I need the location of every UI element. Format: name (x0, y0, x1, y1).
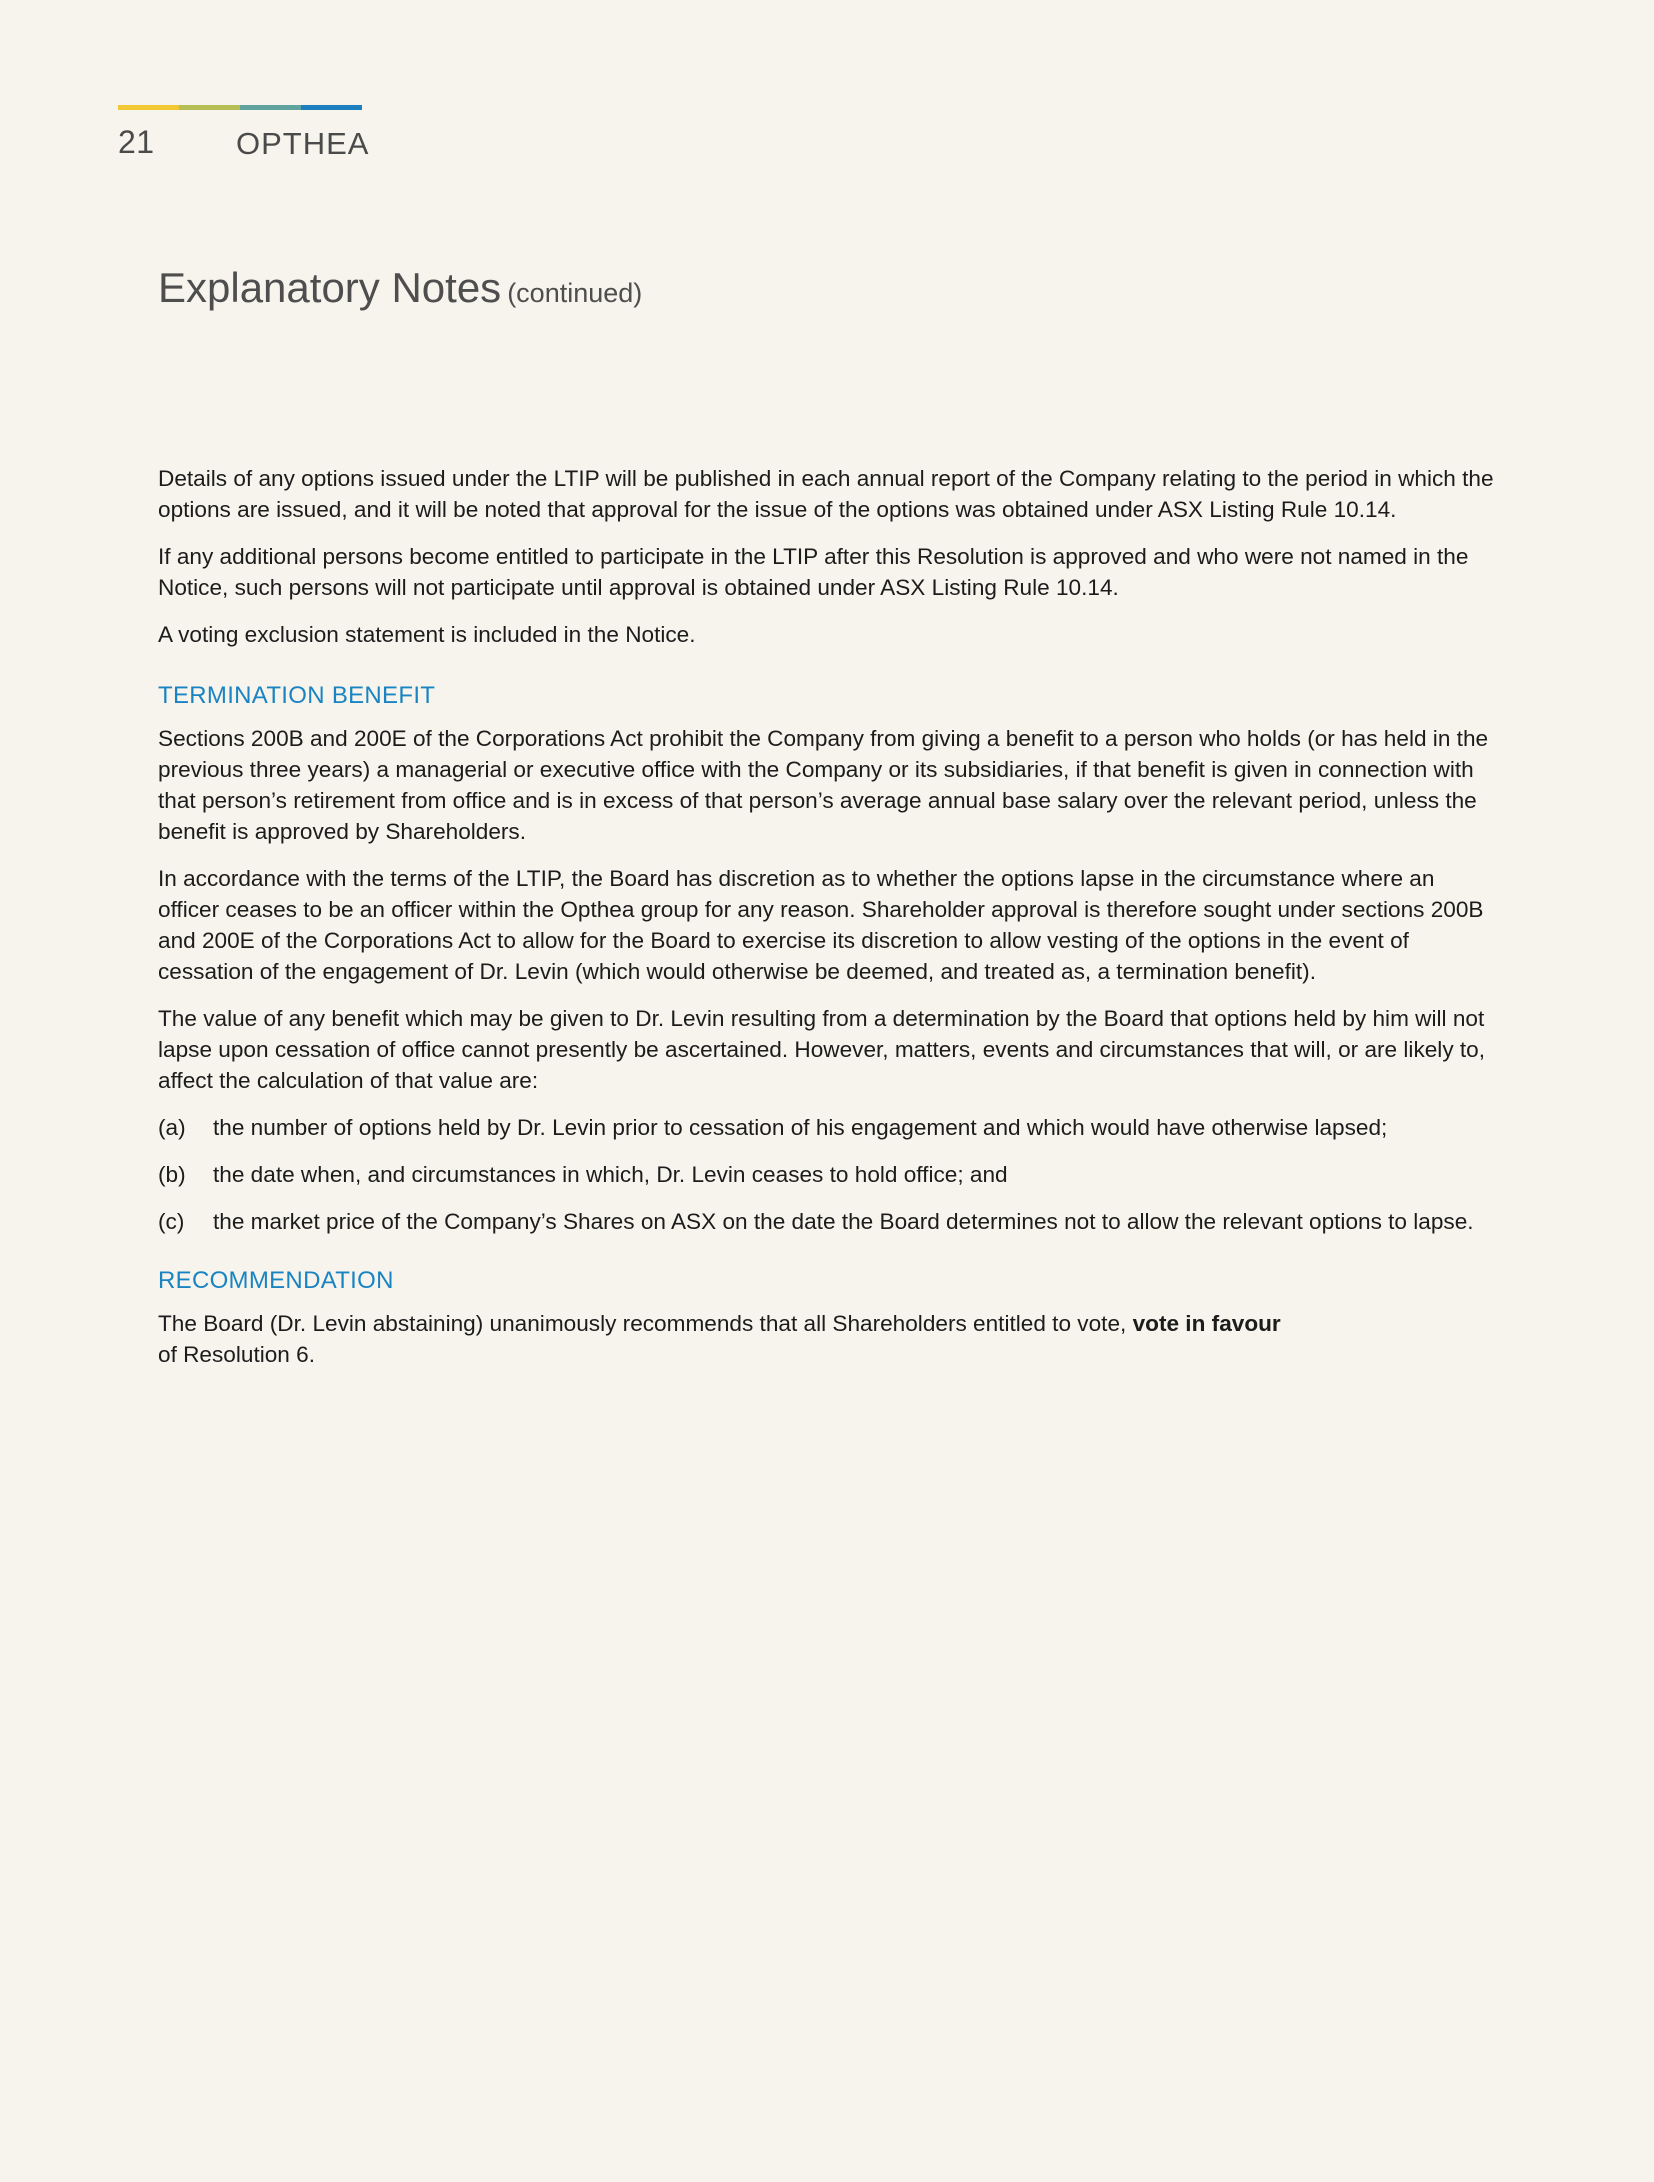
recommendation-emphasis: vote in favour (1132, 1311, 1281, 1336)
paragraph-benefit-value: The value of any benefit which may be given to Dr. Levin resulting from a determination by the Board that options held by him will not lapse upon cessation of office cannot presently be ascertained. However, matters, events and circumstances that will, or are likely to, affect the calculation of that value are: (158, 1006, 1486, 1093)
page-number: 21 (118, 124, 155, 160)
list-item (158, 1112, 1498, 1143)
list-marker: (c) (158, 1209, 185, 1234)
paragraph-voting-exclusion: A voting exclusion statement is included in the Notice. (158, 622, 696, 647)
paragraph-sections-200b-200e: Sections 200B and 200E of the Corporations Act prohibit the Company from giving a benefit to a person who holds (or has held in the previous three years) a managerial or executive office with the Company or its subsidiaries, if that benefit is given in connection with that person’s retirement from office and is in excess of that person’s average annual base salary over the relevant period, unless the benefit is approved by Shareholders. (158, 726, 1489, 844)
page-title-subtitle: (continued) (507, 278, 643, 308)
rule-segment-yellow (118, 105, 179, 110)
page-title (158, 264, 642, 312)
brand-logo-text: OPTHEA (236, 126, 370, 161)
rule-segment-teal (240, 105, 301, 110)
header-color-rule (118, 105, 362, 110)
page-title-main: Explanatory Notes (158, 264, 502, 311)
rule-segment-olive (179, 105, 240, 110)
list-item (158, 1159, 1498, 1190)
list-item (158, 1206, 1498, 1237)
list-item-text: the date when, and circumstances in which, Dr. Levin ceases to hold office; and (213, 1162, 1008, 1187)
heading-termination-benefit: TERMINATION BENEFIT (158, 682, 436, 709)
list-marker: (b) (158, 1162, 186, 1187)
list-item-text: the market price of the Company’s Shares on ASX on the date the Board determines not to allow the relevant options to lapse. (213, 1209, 1474, 1234)
paragraph-board-discretion: In accordance with the terms of the LTIP, the Board has discretion as to whether the options lapse in the circumstance where an officer ceases to be an officer within the Opthea group for any reason. Shareholder approval is therefore sought under sections 200B and 200E of the Corporations Act to allow for the Board to exercise its discretion to allow vesting of the options in the event of cessation of the engagement of Dr. Levin (which would otherwise be deemed, and treated as, a termination benefit). (158, 866, 1484, 984)
list-marker: (a) (158, 1115, 186, 1140)
recommendation-resolution: of Resolution 6. (158, 1342, 315, 1367)
paragraph-recommendation (158, 1308, 1498, 1370)
recommendation-text: The Board (Dr. Levin abstaining) unanimously recommends that all Shareholders entitled to vote, (158, 1311, 1133, 1336)
paragraph-additional-persons: If any additional persons become entitled to participate in the LTIP after this Resolution is approved and who were not named in the Notice, such persons will not participate until approval is obtained under ASX Listing Rule 10.14. (158, 544, 1469, 600)
list-item-text: the number of options held by Dr. Levin prior to cessation of his engagement and which would have otherwise lapsed; (213, 1115, 1388, 1140)
heading-recommendation: RECOMMENDATION (158, 1267, 394, 1294)
document-body (158, 463, 1498, 1386)
rule-segment-blue (301, 105, 362, 110)
paragraph-options-publication: Details of any options issued under the LTIP will be published in each annual report of the Company relating to the period in which the options are issued, and it will be noted that approval for the issue of the options was obtained under ASX Listing Rule 10.14. (158, 466, 1494, 522)
